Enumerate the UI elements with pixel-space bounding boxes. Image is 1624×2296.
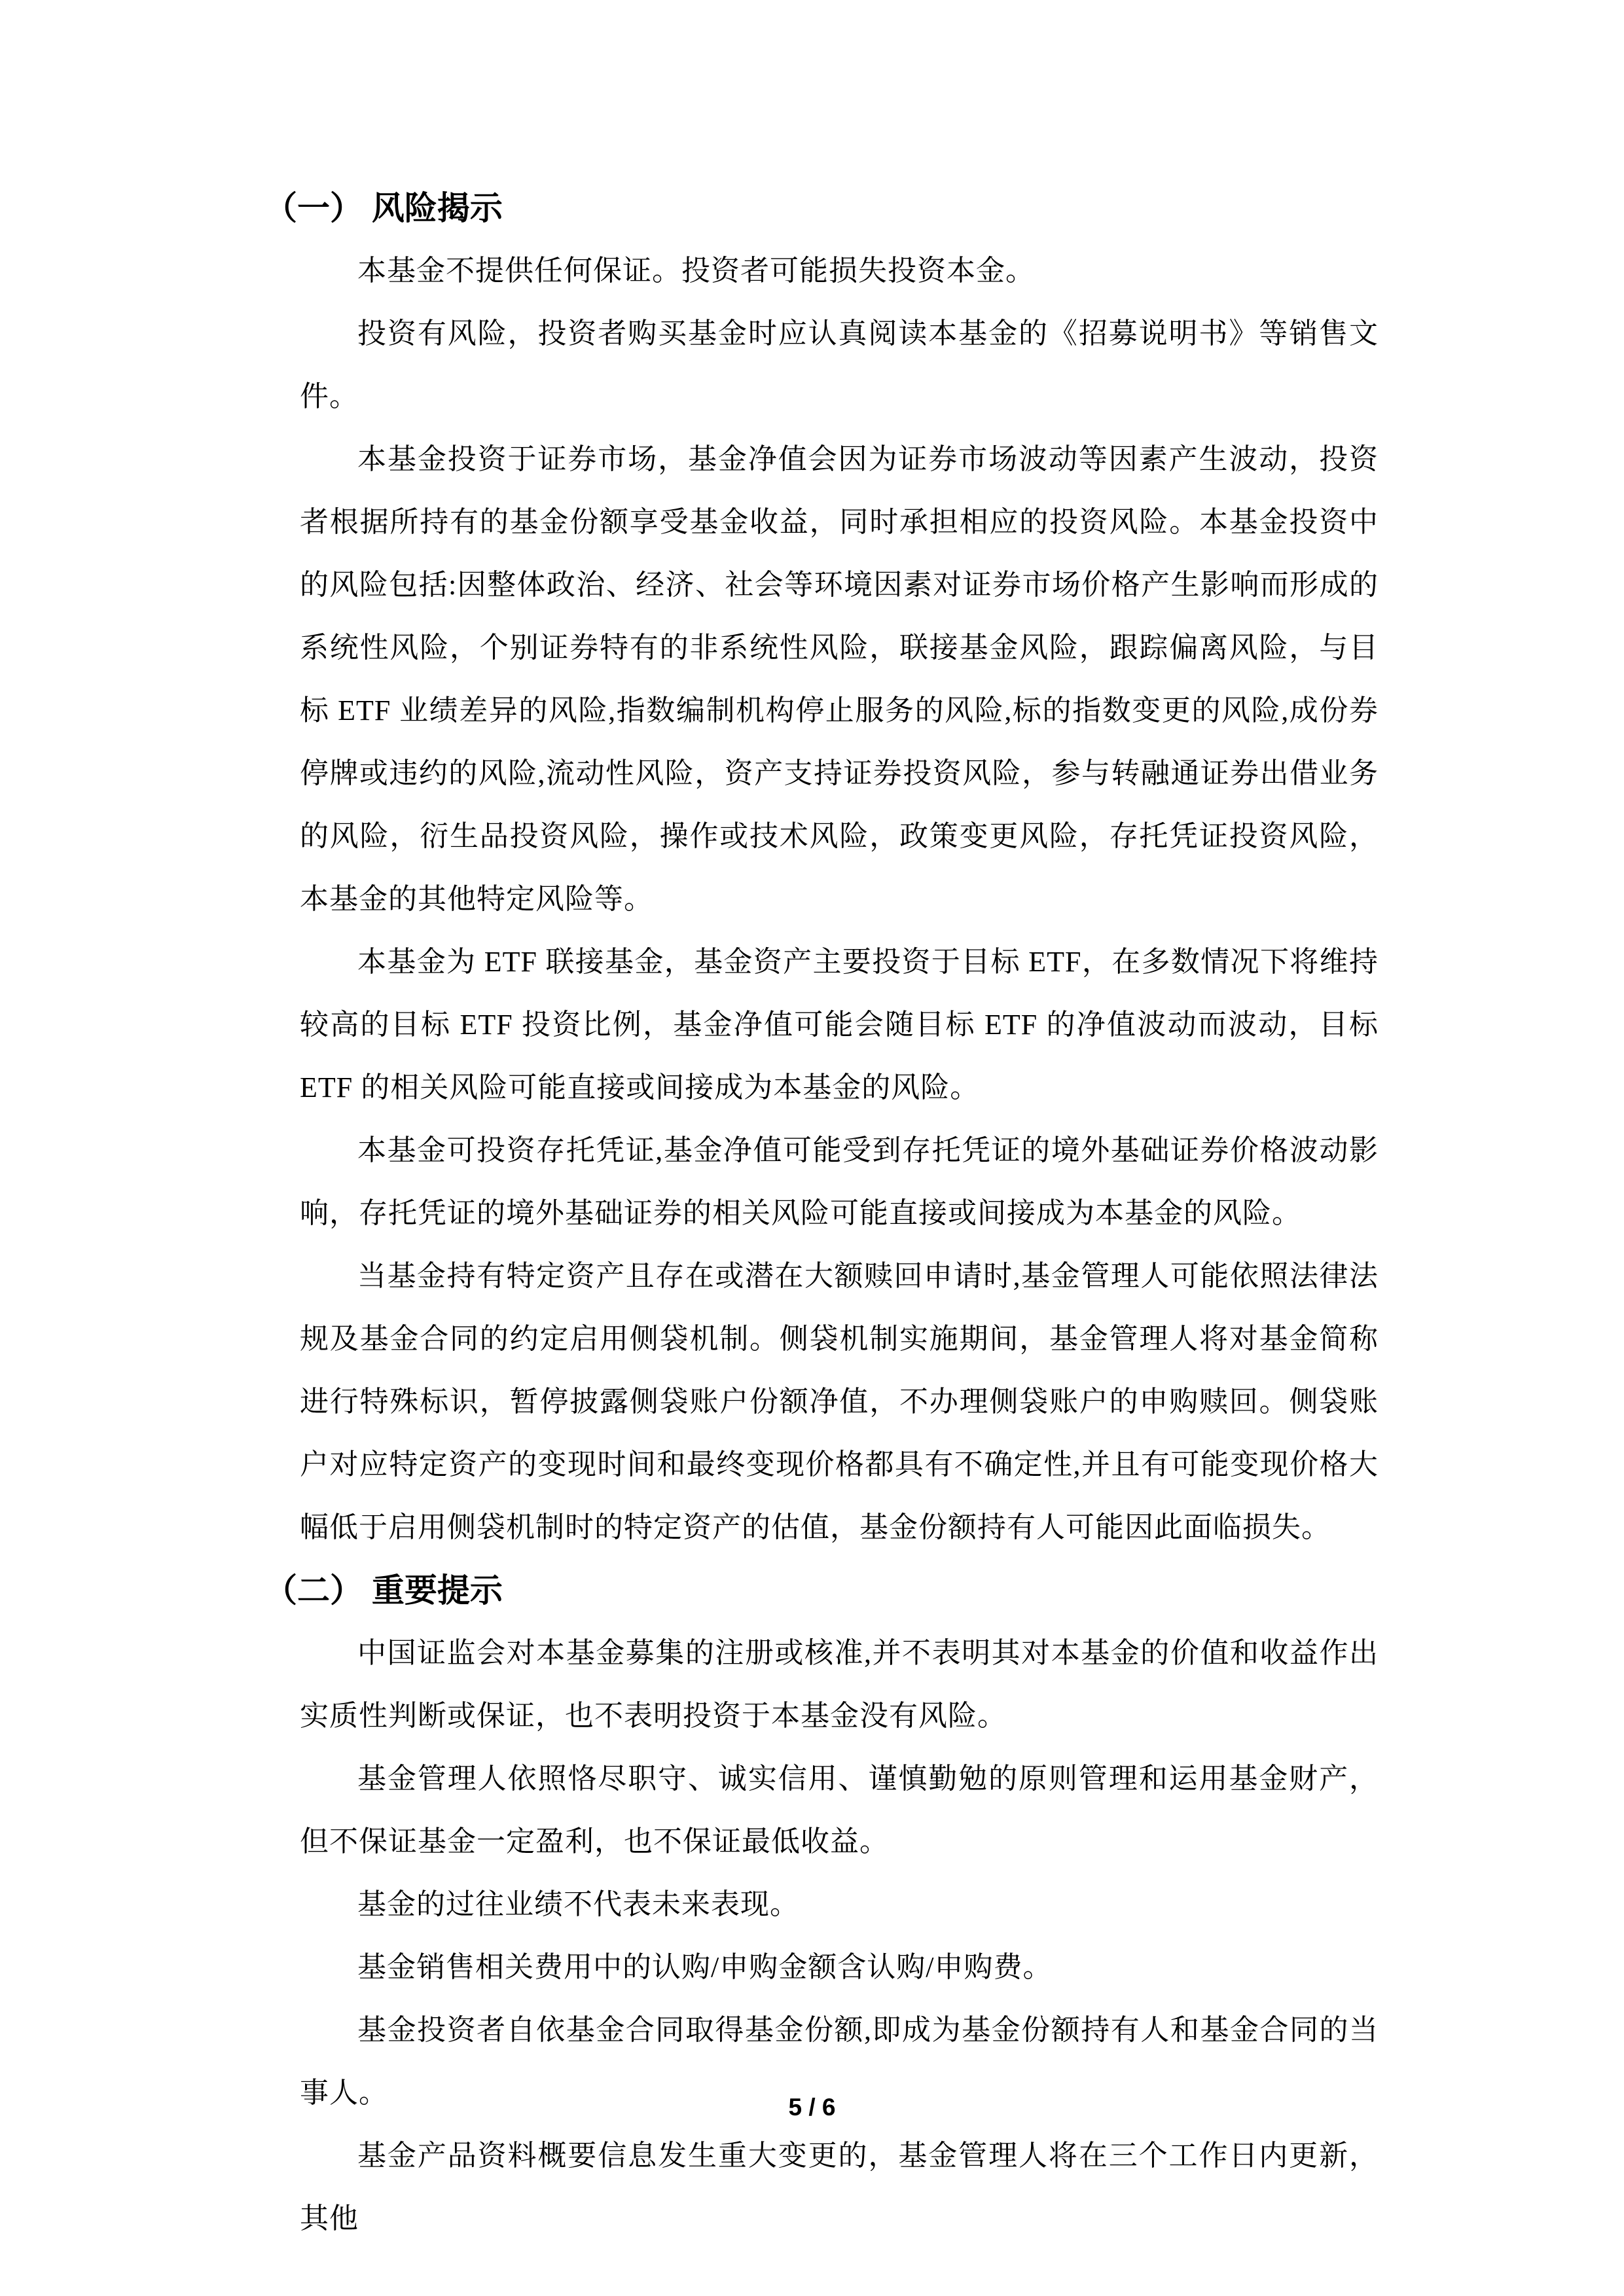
page-content [264,177,1379,2250]
paragraph: 基金产品资料概要信息发生重大变更的，基金管理人将在三个工作日内更新，其他 [300,2140,1379,2234]
paragraph: 本基金为 ETF 联接基金，基金资产主要投资于目标 ETF，在多数情况下将维持较高的目标 ETF 投资比例，基金净值可能会随目标 ETF 的净值波动而波动，目标 ETF 的相关风险可能直接或间接成为本基金的风险。 [300,946,1379,1103]
paragraph: 当基金持有特定资产且存在或潜在大额赎回申请时,基金管理人可能依照法律法规及基金合同的约定启用侧袋机制。侧袋机制实施期间，基金管理人将对基金简称进行特殊标识，暂停披露侧袋账户份额净值，不办理侧袋账户的申购赎回。侧袋账户对应特定资产的变现时间和最终变现价格都具有不确定性,并且有可能变现价格大幅低于启用侧袋机制时的特定资产的估值，基金份额持有人可能因此面临损失。 [300,1260,1379,1543]
page-number: 5 / 6 [788,2094,836,2121]
section-heading-risk-disclosure: （一） 风险揭示 [264,190,503,226]
paragraph: 基金管理人依照恪尽职守、诚实信用、谨慎勤勉的原则管理和运用基金财产，但不保证基金一定盈利，也不保证最低收益。 [300,1763,1379,1857]
paragraph: 基金的过往业绩不代表未来表现。 [357,1888,799,1920]
paragraph: 中国证监会对本基金募集的注册或核准,并不表明其对本基金的价值和收益作出实质性判断或保证，也不表明投资于本基金没有风险。 [300,1637,1379,1732]
paragraph: 基金销售相关费用中的认购/申购金额含认购/申购费。 [357,1951,1053,1983]
paragraph: 投资有风险，投资者购买基金时应认真阅读本基金的《招募说明书》等销售文件。 [300,317,1379,412]
section-heading-important-notice: （二） 重要提示 [264,1572,503,1609]
paragraph: 本基金不提供任何保证。投资者可能损失投资本金。 [357,255,1035,287]
paragraph: 基金投资者自依基金合同取得基金份额,即成为基金份额持有人和基金合同的当事人。 [300,2014,1379,2109]
paragraph: 本基金投资于证券市场，基金净值会因为证券市场波动等因素产生波动，投资者根据所持有的基金份额享受基金收益，同时承担相应的投资风险。本基金投资中的风险包括:因整体政治、经济、社会等环境因素对证券市场价格产生影响而形成的系统性风险，个别证券特有的非系统性风险，联接基金风险，跟踪偏离风险，与目标 ETF 业绩差异的风险,指数编制机构停止服务的风险,标的指数变更的风险,成份券停牌或违约的风险,流动性风险，资产支持证券投资风险，参与转融通证券出借业务的风险，衍生品投资风险，操作或技术风险，政策变更风险，存托凭证投资风险，本基金的其他特定风险等。 [300,443,1379,915]
paragraph: 本基金可投资存托凭证,基金净值可能受到存托凭证的境外基础证券价格波动影响，存托凭证的境外基础证券的相关风险可能直接或间接成为本基金的风险。 [300,1134,1379,1229]
